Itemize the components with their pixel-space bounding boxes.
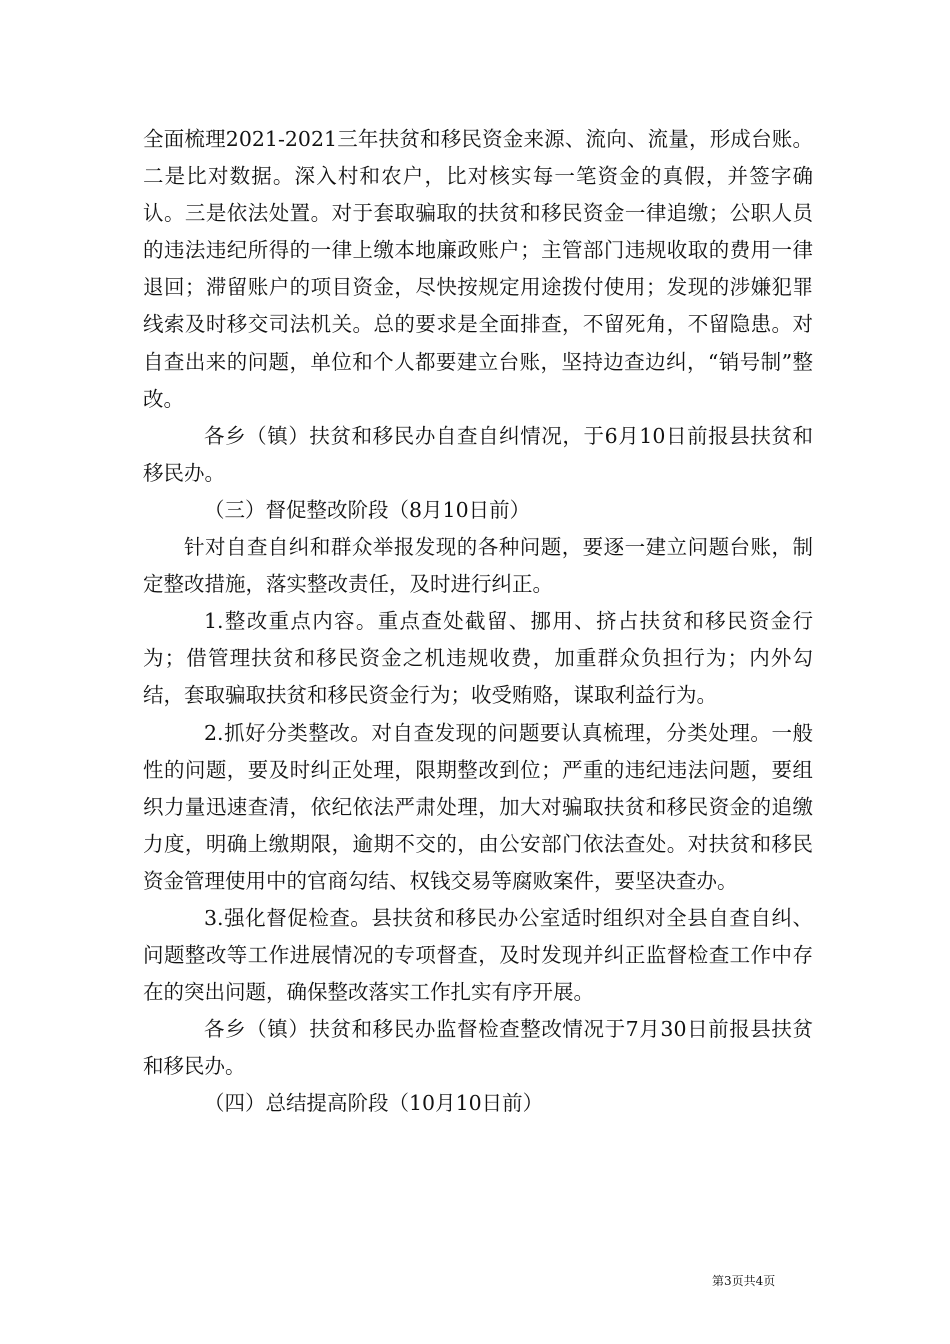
section-heading-rectification: （三）督促整改阶段（8月10日前） xyxy=(204,497,531,522)
document-body xyxy=(143,121,813,1123)
paragraph-fund-review: 全面梳理2021-2021三年扶贫和移民资金来源、流向、流量，形成台账。二是比对数据。深入村和农户，比对核实每一笔资金的真假，并签字确认。三是依法处置。对于套取骗取的扶贫和移民资金一律追缴；公职人员的违法违纪所得的一律上缴本地廉政账户；主管部门违规收取的费用一律退回；滞留账户的项目资金，尽快按规定用途拨付使用；发现的涉嫌犯罪线索及时移交司法机关。总的要求是全面排查，不留死角，不留隐患。对自查出来的问题，单位和个人都要建立台账，坚持边查边纠，“销号制”整改。 xyxy=(143,127,813,411)
paragraph-self-check-report: 各乡（镇）扶贫和移民办自查自纠情况，于6月10日前报县扶贫和移民办。 xyxy=(143,423,813,485)
paragraph-supervision: 3.强化督促检查。县扶贫和移民办公室适时组织对全县自查自纠、问题整改等工作进展情况的专项督查，及时发现并纠正监督检查工作中存在的突出问题，确保整改落实工作扎实有序开展。 xyxy=(143,905,813,1005)
section-heading-summary: （四）总结提高阶段（10月10日前） xyxy=(204,1091,544,1116)
paragraph-key-content: 1.整改重点内容。重点查处截留、挪用、挤占扶贫和移民资金行为；借管理扶贫和移民资金之机违规收费，加重群众负担行为；内外勾结，套取骗取扶贫和移民资金行为；收受贿赂，谋取利益行为。 xyxy=(143,609,813,708)
page-number: 第3页共4页 xyxy=(712,1274,776,1288)
paragraph-rectification-intro: 针对自查自纠和群众举报发现的各种问题，要逐一建立问题台账，制定整改措施，落实整改责任，及时进行纠正。 xyxy=(143,535,813,597)
paragraph-supervision-report: 各乡（镇）扶贫和移民办监督检查整改情况于7月30日前报县扶贫和移民办。 xyxy=(143,1017,813,1079)
paragraph-classified-rectification: 2.抓好分类整改。对自查发现的问题要认真梳理，分类处理。一般性的问题，要及时纠正处理，限期整改到位；严重的违纪违法问题，要组织力量迅速查清，依纪依法严肃处理，加大对骗取扶贫和移民资金的追缴力度，明确上缴期限，逾期不交的，由公安部门依法查处。对扶贫和移民资金管理使用中的官商勾结、权钱交易等腐败案件，要坚决查办。 xyxy=(143,720,813,893)
